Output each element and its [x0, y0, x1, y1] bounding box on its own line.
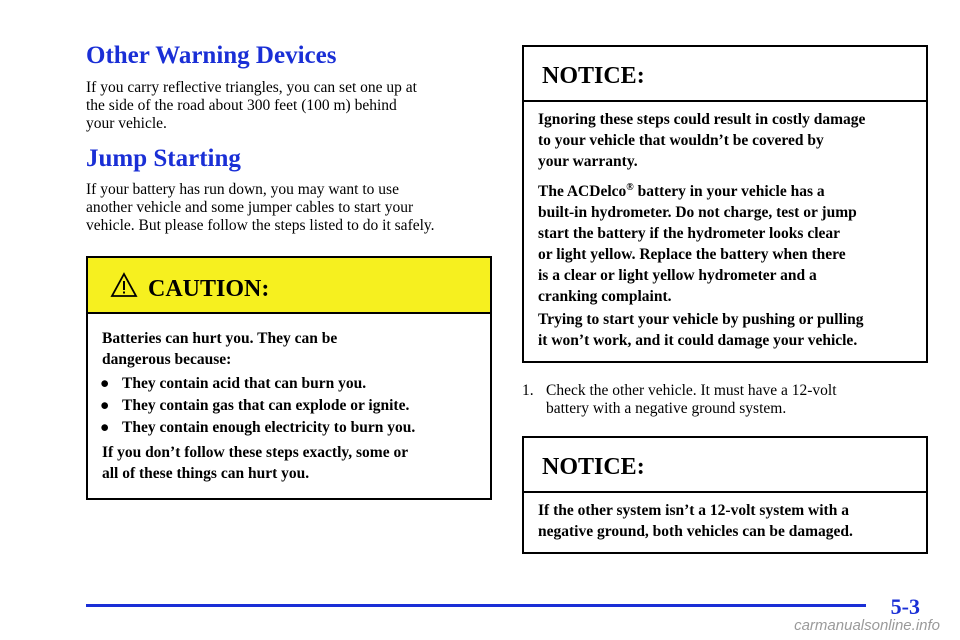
notice-box-1	[522, 45, 928, 363]
caution-bullet	[100, 374, 482, 394]
caution-header	[88, 258, 490, 314]
caution-bullet-text: They contain gas that can explode or ignite.	[122, 397, 410, 414]
footer-rule	[86, 604, 866, 607]
notice1-para2: The ACDelco® battery in your vehicle has a built-in hydrometer. Do not charge, test or jump start the battery if the hydrometer looks clear or light yellow. Replace the battery when there is a clear or light yellow hydrometer and a cranking complaint.	[538, 182, 857, 306]
caution-bullet-text: They contain acid that can burn you.	[122, 375, 367, 392]
caution-box	[86, 256, 492, 500]
notice1-para1: Ignoring these steps could result in costly damage to your vehicle that wouldn’t be covered by your warranty.	[538, 111, 866, 170]
notice-divider	[524, 100, 926, 102]
warning-triangle-icon	[110, 272, 138, 298]
step-number: 1.	[522, 382, 534, 399]
step-text: Check the other vehicle. It must have a 12-volt battery with a negative ground system.	[546, 382, 837, 417]
notice-title: NOTICE:	[542, 63, 645, 89]
section-title-jump-starting: Jump Starting	[86, 145, 241, 172]
notice-box-2	[522, 436, 928, 554]
registered-mark: ®	[626, 182, 634, 193]
caution-bullet	[100, 396, 482, 416]
notice2-body: If the other system isn’t a 12-volt system with a negative ground, both vehicles can be damaged.	[538, 502, 853, 540]
notice-divider	[524, 491, 926, 493]
bullet-icon: ●	[100, 419, 110, 436]
notice-title: NOTICE:	[542, 454, 645, 480]
section-body-other-warning-devices: If you carry reflective triangles, you can set one up at the side of the road about 300 feet (100 m) behind your vehicle.	[86, 79, 417, 132]
bullet-icon: ●	[100, 397, 110, 414]
section-title-other-warning-devices: Other Warning Devices	[86, 42, 337, 69]
caution-intro: Batteries can hurt you. They can be dangerous because:	[102, 330, 338, 368]
notice1-para3: Trying to start your vehicle by pushing or pulling it won’t work, and it could damage your vehicle.	[538, 311, 864, 349]
section-body-jump-starting: If your battery has run down, you may want to use another vehicle and some jumper cables to start your vehicle. But please follow the steps listed to do it safely.	[86, 181, 435, 234]
page-number: 5-3	[890, 594, 920, 619]
caution-bullet-text: They contain enough electricity to burn you.	[122, 419, 416, 436]
caution-title: CAUTION:	[148, 276, 270, 302]
bullet-icon: ●	[100, 375, 110, 392]
caution-bullet	[100, 418, 482, 438]
caution-outro: If you don’t follow these steps exactly, some or all of these things can hurt you.	[102, 444, 409, 482]
watermark: carmanualsonline.info	[794, 617, 940, 634]
